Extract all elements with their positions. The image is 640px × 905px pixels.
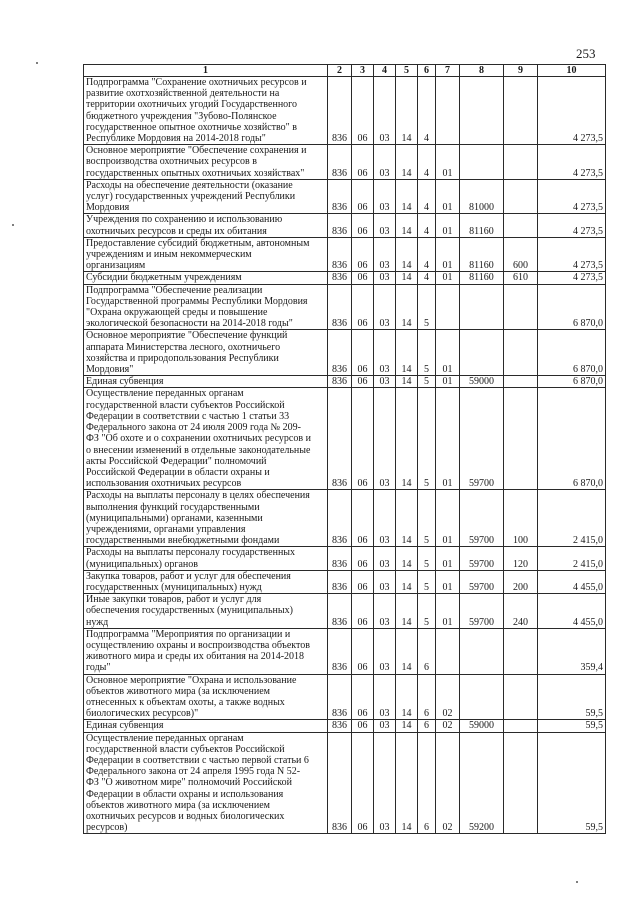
amount: 59,5 bbox=[538, 720, 606, 732]
subprogram-code: 5 bbox=[418, 594, 436, 629]
table-row bbox=[84, 179, 606, 214]
direction-code: 81000 bbox=[460, 179, 504, 214]
table-row bbox=[84, 376, 606, 388]
direction-code bbox=[460, 77, 504, 145]
program-code: 14 bbox=[396, 145, 418, 180]
subsection-code: 03 bbox=[374, 77, 396, 145]
subsection-code: 03 bbox=[374, 284, 396, 330]
item-name: Расходы на выплаты персоналу государственных (муниципальных) органов bbox=[84, 547, 328, 570]
table-row bbox=[84, 284, 606, 330]
section-code: 06 bbox=[352, 214, 374, 237]
subsection-code: 03 bbox=[374, 628, 396, 674]
activity-code: 01 bbox=[436, 237, 460, 272]
section-code: 06 bbox=[352, 720, 374, 732]
amount: 4 455,0 bbox=[538, 594, 606, 629]
activity-code bbox=[436, 77, 460, 145]
subsection-code: 03 bbox=[374, 179, 396, 214]
subsection-code: 03 bbox=[374, 594, 396, 629]
program-code: 14 bbox=[396, 388, 418, 490]
section-code: 06 bbox=[352, 272, 374, 284]
budget-table bbox=[83, 64, 606, 834]
section-code: 06 bbox=[352, 674, 374, 720]
activity-code: 01 bbox=[436, 594, 460, 629]
direction-code: 59700 bbox=[460, 594, 504, 629]
expense-type-code bbox=[504, 284, 538, 330]
column-header: 2 bbox=[328, 65, 352, 77]
expense-type-code: 610 bbox=[504, 272, 538, 284]
amount: 59,5 bbox=[538, 674, 606, 720]
activity-code: 02 bbox=[436, 674, 460, 720]
section-code: 06 bbox=[352, 376, 374, 388]
expense-type-code bbox=[504, 179, 538, 214]
program-code: 14 bbox=[396, 284, 418, 330]
section-code: 06 bbox=[352, 179, 374, 214]
table-row bbox=[84, 330, 606, 376]
subprogram-code: 5 bbox=[418, 490, 436, 547]
ministry-code: 836 bbox=[328, 594, 352, 629]
column-header: 6 bbox=[418, 65, 436, 77]
ministry-code: 836 bbox=[328, 376, 352, 388]
amount: 359,4 bbox=[538, 628, 606, 674]
subprogram-code: 6 bbox=[418, 732, 436, 834]
direction-code: 59700 bbox=[460, 547, 504, 570]
table-row bbox=[84, 145, 606, 180]
subsection-code: 03 bbox=[374, 547, 396, 570]
amount: 6 870,0 bbox=[538, 330, 606, 376]
program-code: 14 bbox=[396, 570, 418, 593]
program-code: 14 bbox=[396, 77, 418, 145]
table-row bbox=[84, 594, 606, 629]
table-row bbox=[84, 732, 606, 834]
subsection-code: 03 bbox=[374, 720, 396, 732]
header-row bbox=[84, 65, 606, 77]
table-row bbox=[84, 720, 606, 732]
item-name: Закупка товаров, работ и услуг для обеспечения государственных (муниципальных) нужд bbox=[84, 570, 328, 593]
item-name: Осуществление переданных органам государственной власти субъектов Российской Федерации в соответствии с частью 1 статьи 33 Федерального закона от 24 июля 2009 года № 209- ФЗ "Об охоте и о сохранении охотничьих ресурсов и о внесении изменений в отдельные законодательные акты Российской Федерации" полномочий Российской Федерации в области охраны и использования охотничьих ресурсов bbox=[84, 388, 328, 490]
ministry-code: 836 bbox=[328, 284, 352, 330]
column-header: 1 bbox=[84, 65, 328, 77]
direction-code: 81160 bbox=[460, 272, 504, 284]
activity-code: 01 bbox=[436, 272, 460, 284]
expense-type-code bbox=[504, 145, 538, 180]
amount: 4 273,5 bbox=[538, 272, 606, 284]
column-header: 5 bbox=[396, 65, 418, 77]
amount: 6 870,0 bbox=[538, 376, 606, 388]
scan-speck bbox=[576, 881, 578, 883]
ministry-code: 836 bbox=[328, 720, 352, 732]
subsection-code: 03 bbox=[374, 272, 396, 284]
section-code: 06 bbox=[352, 490, 374, 547]
item-name: Единая субвенция bbox=[84, 376, 328, 388]
section-code: 06 bbox=[352, 628, 374, 674]
item-name: Учреждения по сохранению и использованию охотничьих ресурсов и среды их обитания bbox=[84, 214, 328, 237]
ministry-code: 836 bbox=[328, 547, 352, 570]
subprogram-code: 4 bbox=[418, 77, 436, 145]
subsection-code: 03 bbox=[374, 388, 396, 490]
ministry-code: 836 bbox=[328, 237, 352, 272]
expense-type-code bbox=[504, 732, 538, 834]
amount: 4 273,5 bbox=[538, 237, 606, 272]
amount: 6 870,0 bbox=[538, 284, 606, 330]
direction-code bbox=[460, 628, 504, 674]
section-code: 06 bbox=[352, 388, 374, 490]
column-header: 9 bbox=[504, 65, 538, 77]
item-name: Подпрограмма "Сохранение охотничьих ресурсов и развитие охотхозяйственной деятельности на территории охотничьих угодий Государственного бюджетного учреждения "Зубово-Полянское государственное опытное охотничье хозяйство" в Республике Мордовия на 2014-2018 годы" bbox=[84, 77, 328, 145]
program-code: 14 bbox=[396, 179, 418, 214]
expense-type-code bbox=[504, 330, 538, 376]
program-code: 14 bbox=[396, 720, 418, 732]
amount: 59,5 bbox=[538, 732, 606, 834]
column-header: 3 bbox=[352, 65, 374, 77]
table-row bbox=[84, 214, 606, 237]
activity-code: 01 bbox=[436, 570, 460, 593]
subprogram-code: 5 bbox=[418, 376, 436, 388]
expense-type-code bbox=[504, 388, 538, 490]
section-code: 06 bbox=[352, 237, 374, 272]
table-header bbox=[84, 65, 606, 77]
subprogram-code: 4 bbox=[418, 237, 436, 272]
expense-type-code bbox=[504, 628, 538, 674]
table-row bbox=[84, 490, 606, 547]
program-code: 14 bbox=[396, 272, 418, 284]
section-code: 06 bbox=[352, 547, 374, 570]
expense-type-code bbox=[504, 720, 538, 732]
ministry-code: 836 bbox=[328, 179, 352, 214]
activity-code: 01 bbox=[436, 547, 460, 570]
activity-code bbox=[436, 628, 460, 674]
expense-type-code: 120 bbox=[504, 547, 538, 570]
amount: 6 870,0 bbox=[538, 388, 606, 490]
direction-code bbox=[460, 145, 504, 180]
table-row bbox=[84, 237, 606, 272]
activity-code: 02 bbox=[436, 732, 460, 834]
program-code: 14 bbox=[396, 674, 418, 720]
ministry-code: 836 bbox=[328, 388, 352, 490]
program-code: 14 bbox=[396, 732, 418, 834]
program-code: 14 bbox=[396, 628, 418, 674]
expense-type-code: 600 bbox=[504, 237, 538, 272]
amount: 2 415,0 bbox=[538, 547, 606, 570]
direction-code: 81160 bbox=[460, 237, 504, 272]
section-code: 06 bbox=[352, 284, 374, 330]
subsection-code: 03 bbox=[374, 330, 396, 376]
item-name: Расходы на обеспечение деятельности (оказание услуг) государственных учреждений Республики Мордовия bbox=[84, 179, 328, 214]
activity-code bbox=[436, 284, 460, 330]
item-name: Иные закупки товаров, работ и услуг для обеспечения государственных (муниципальных) нужд bbox=[84, 594, 328, 629]
direction-code: 59000 bbox=[460, 376, 504, 388]
activity-code: 01 bbox=[436, 179, 460, 214]
ministry-code: 836 bbox=[328, 732, 352, 834]
activity-code: 02 bbox=[436, 720, 460, 732]
section-code: 06 bbox=[352, 594, 374, 629]
program-code: 14 bbox=[396, 376, 418, 388]
ministry-code: 836 bbox=[328, 628, 352, 674]
amount: 2 415,0 bbox=[538, 490, 606, 547]
amount: 4 273,5 bbox=[538, 145, 606, 180]
section-code: 06 bbox=[352, 570, 374, 593]
table-row bbox=[84, 388, 606, 490]
subsection-code: 03 bbox=[374, 674, 396, 720]
item-name: Предоставление субсидий бюджетным, автономным учреждениям и иным некоммерческим организациям bbox=[84, 237, 328, 272]
subsection-code: 03 bbox=[374, 214, 396, 237]
subsection-code: 03 bbox=[374, 732, 396, 834]
table-row bbox=[84, 570, 606, 593]
column-header: 7 bbox=[436, 65, 460, 77]
subprogram-code: 5 bbox=[418, 284, 436, 330]
table-row bbox=[84, 547, 606, 570]
item-name: Основное мероприятие "Обеспечение функций аппарата Министерства лесного, охотничьего хозяйства и природопользования Республики Мордовия" bbox=[84, 330, 328, 376]
table-row bbox=[84, 272, 606, 284]
section-code: 06 bbox=[352, 77, 374, 145]
program-code: 14 bbox=[396, 330, 418, 376]
direction-code: 59700 bbox=[460, 490, 504, 547]
section-code: 06 bbox=[352, 330, 374, 376]
ministry-code: 836 bbox=[328, 570, 352, 593]
subprogram-code: 5 bbox=[418, 570, 436, 593]
expense-type-code: 100 bbox=[504, 490, 538, 547]
program-code: 14 bbox=[396, 547, 418, 570]
scan-speck bbox=[36, 62, 38, 64]
activity-code: 01 bbox=[436, 214, 460, 237]
item-name: Основное мероприятие "Обеспечение сохранения и воспроизводства охотничьих ресурсов в государственных опытных охотничьих хозяйствах" bbox=[84, 145, 328, 180]
subprogram-code: 4 bbox=[418, 214, 436, 237]
column-header: 8 bbox=[460, 65, 504, 77]
expense-type-code bbox=[504, 376, 538, 388]
direction-code bbox=[460, 284, 504, 330]
activity-code: 01 bbox=[436, 388, 460, 490]
ministry-code: 836 bbox=[328, 77, 352, 145]
item-name: Основное мероприятие "Охрана и использование объектов животного мира (за исключением отнесенных к объектам охоты, а также водных биологических ресурсов)" bbox=[84, 674, 328, 720]
item-name: Субсидии бюджетным учреждениям bbox=[84, 272, 328, 284]
amount: 4 273,5 bbox=[538, 214, 606, 237]
subprogram-code: 4 bbox=[418, 179, 436, 214]
ministry-code: 836 bbox=[328, 330, 352, 376]
direction-code: 59700 bbox=[460, 570, 504, 593]
ministry-code: 836 bbox=[328, 272, 352, 284]
expense-type-code: 240 bbox=[504, 594, 538, 629]
subprogram-code: 5 bbox=[418, 547, 436, 570]
section-code: 06 bbox=[352, 732, 374, 834]
subprogram-code: 6 bbox=[418, 720, 436, 732]
expense-type-code: 200 bbox=[504, 570, 538, 593]
subprogram-code: 6 bbox=[418, 674, 436, 720]
subsection-code: 03 bbox=[374, 570, 396, 593]
activity-code: 01 bbox=[436, 330, 460, 376]
table-body bbox=[84, 77, 606, 834]
direction-code bbox=[460, 330, 504, 376]
direction-code: 59000 bbox=[460, 720, 504, 732]
program-code: 14 bbox=[396, 594, 418, 629]
subprogram-code: 4 bbox=[418, 272, 436, 284]
subprogram-code: 5 bbox=[418, 330, 436, 376]
activity-code: 01 bbox=[436, 376, 460, 388]
amount: 4 273,5 bbox=[538, 179, 606, 214]
page-number: 253 bbox=[576, 46, 596, 61]
item-name: Подпрограмма "Обеспечение реализации Государственной программы Республики Мордовия "Охрана окружающей среды и повышение экологической безопасности на 2014-2018 годы" bbox=[84, 284, 328, 330]
column-header: 10 bbox=[538, 65, 606, 77]
subprogram-code: 4 bbox=[418, 145, 436, 180]
item-name: Единая субвенция bbox=[84, 720, 328, 732]
ministry-code: 836 bbox=[328, 214, 352, 237]
ministry-code: 836 bbox=[328, 490, 352, 547]
item-name: Осуществление переданных органам государственной власти субъектов Российской Федерации в соответствии с частью первой статьи 6 Федерального закона от 24 апреля 1995 года N 52- ФЗ "О животном мире" полномочий Российской Федерации в области охраны и использования объектов животного мира (за исключением охотничьих ресурсов и водных биологических ресурсов) bbox=[84, 732, 328, 834]
section-code: 06 bbox=[352, 145, 374, 180]
table-row bbox=[84, 628, 606, 674]
activity-code: 01 bbox=[436, 145, 460, 180]
subsection-code: 03 bbox=[374, 376, 396, 388]
amount: 4 273,5 bbox=[538, 77, 606, 145]
direction-code bbox=[460, 674, 504, 720]
item-name: Подпрограмма "Мероприятия по организации и осуществлению охраны и воспроизводства объектов животного мира и среды их обитания на 2014-2018 годы" bbox=[84, 628, 328, 674]
amount: 4 455,0 bbox=[538, 570, 606, 593]
subsection-code: 03 bbox=[374, 490, 396, 547]
program-code: 14 bbox=[396, 214, 418, 237]
direction-code: 59200 bbox=[460, 732, 504, 834]
expense-type-code bbox=[504, 674, 538, 720]
program-code: 14 bbox=[396, 490, 418, 547]
table-row bbox=[84, 77, 606, 145]
activity-code: 01 bbox=[436, 490, 460, 547]
item-name: Расходы на выплаты персоналу в целях обеспечения выполнения функций государственными (муниципальными) органами, казенными учреждениями, органами управления государственными внебюджетными фондами bbox=[84, 490, 328, 547]
expense-type-code bbox=[504, 77, 538, 145]
program-code: 14 bbox=[396, 237, 418, 272]
column-header: 4 bbox=[374, 65, 396, 77]
subprogram-code: 6 bbox=[418, 628, 436, 674]
ministry-code: 836 bbox=[328, 674, 352, 720]
subprogram-code: 5 bbox=[418, 388, 436, 490]
subsection-code: 03 bbox=[374, 237, 396, 272]
ministry-code: 836 bbox=[328, 145, 352, 180]
direction-code: 81160 bbox=[460, 214, 504, 237]
subsection-code: 03 bbox=[374, 145, 396, 180]
expense-type-code bbox=[504, 214, 538, 237]
scan-speck bbox=[12, 224, 14, 226]
table-row bbox=[84, 674, 606, 720]
direction-code: 59700 bbox=[460, 388, 504, 490]
